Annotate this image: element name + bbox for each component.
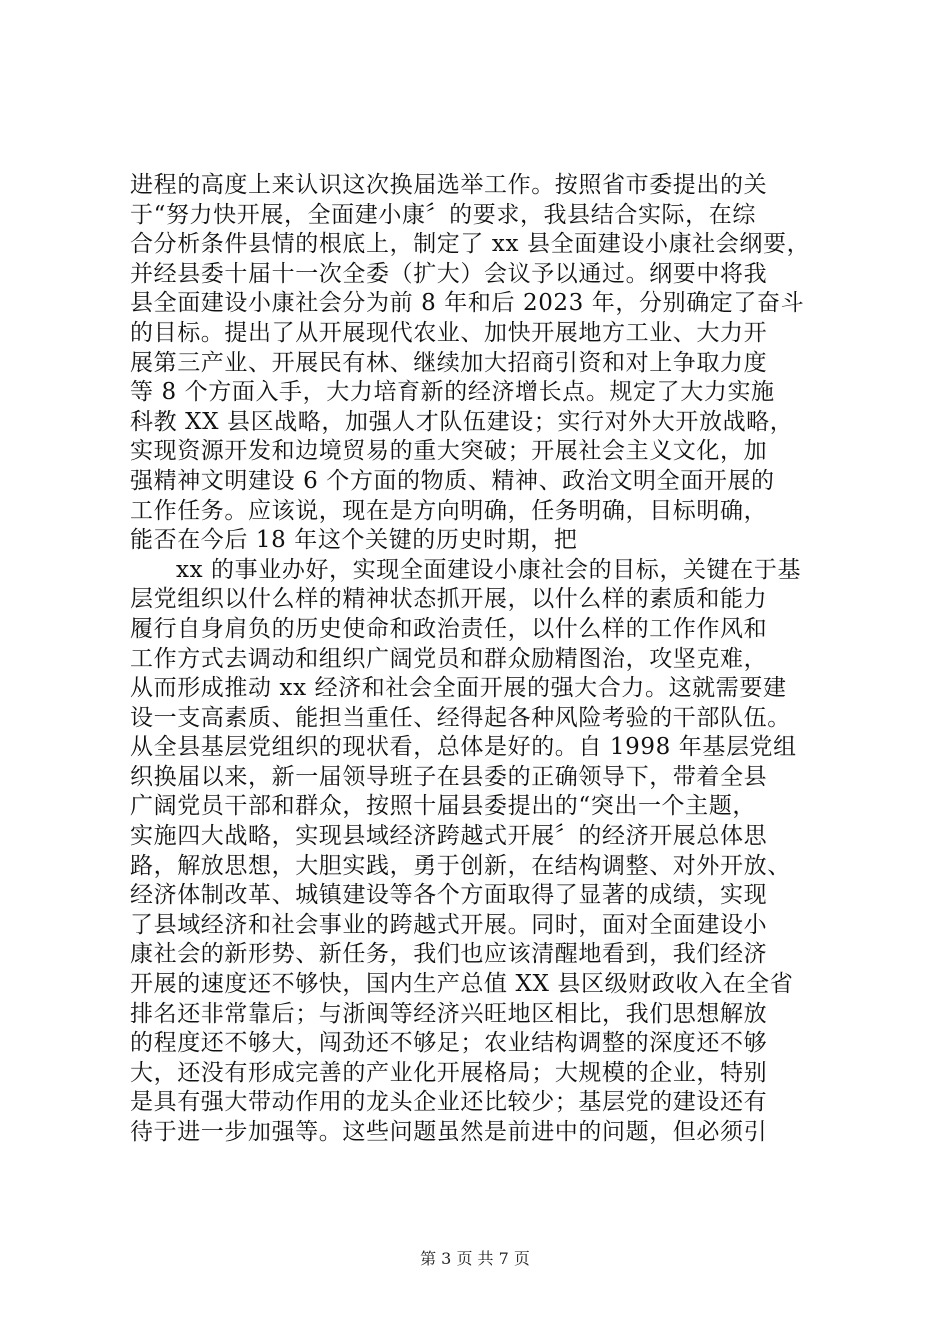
body-text-line: 能否在今后 18 年这个关键的历史时期，把 — [130, 527, 578, 554]
body-text-line: 的程度还不够大，闯劲还不够足；农业结构调整的深度还不够 — [130, 1030, 768, 1057]
body-text-line: 工作任务。应该说，现在是方向明确，任务明确，目标明确， — [130, 497, 768, 524]
body-text-line: 等 8 个方面入手，大力培育新的经济增长点。规定了大力实施 — [130, 379, 775, 406]
body-text-line: 展第三产业、开展民有林、继续加大招商引资和对上争取力度 — [130, 349, 768, 376]
body-text-line: 实现资源开发和边境贸易的重大突破；开展社会主义文化，加 — [130, 438, 768, 465]
body-text-line: 于“努力快开展，全面建小康〞的要求，我县结合实际，在综 — [130, 201, 756, 228]
body-text-line: 大，还没有形成完善的产业化开展格局；大规模的企业，特别 — [130, 1059, 768, 1086]
document-body — [130, 171, 830, 1148]
body-text-line: 待于进一步加强等。这些问题虽然是前进中的问题，但必须引 — [130, 1119, 768, 1145]
body-text-line: 从而形成推动 xx 经济和社会全面开展的强大合力。这就需要建 — [130, 675, 787, 702]
body-text-line: 设一支高素质、能担当重任、经得起各种风险考验的干部队伍。 — [130, 704, 791, 731]
body-text-line: 是具有强大带动作用的龙头企业还比较少；基层党的建设还有 — [130, 1089, 768, 1116]
body-text-line: 从全县基层党组织的现状看，总体是好的。自 1998 年基层党组 — [130, 734, 797, 761]
body-text-line: 实施四大战略，实现县域经济跨越式开展〞的经济开展总体思 — [130, 823, 768, 850]
body-text-line: 康社会的新形势、新任务，我们也应该清醒地看到，我们经济 — [130, 941, 768, 968]
body-text-line: 了县域经济和社会事业的跨越式开展。同时，面对全面建设小 — [130, 911, 768, 938]
body-text-line: 的目标。提出了从开展现代农业、加快开展地方工业、大力开 — [130, 319, 768, 346]
body-text-line: 经济体制改革、城镇建设等各个方面取得了显著的成绩，实现 — [130, 882, 768, 909]
body-text-line: 工作方式去调动和组织广阔党员和群众励精图治，攻坚克难， — [130, 645, 768, 672]
body-text-line: 开展的速度还不够快，国内生产总值 XX 县区级财政收入在全省 — [130, 971, 794, 998]
body-text-line: 层党组织以什么样的精神状态抓开展，以什么样的素质和能力 — [130, 586, 768, 613]
body-text-line: 强精神文明建设 6 个方面的物质、精神、政治文明全面开展的 — [130, 467, 775, 494]
body-text-line: 合分析条件县情的根底上，制定了 xx 县全面建设小康社会纲要， — [130, 231, 811, 258]
body-text-line: 广阔党员干部和群众，按照十届县委提出的“突出一个主题， — [130, 793, 756, 820]
body-text-line: 履行自身肩负的历史使命和政治责任，以什么样的工作作风和 — [130, 615, 768, 642]
body-text-line: 进程的高度上来认识这次换届选举工作。按照省市委提出的关 — [130, 172, 768, 198]
body-text-line: 路，解放思想，大胆实践，勇于创新，在结构调整、对外开放、 — [130, 852, 791, 879]
body-text-line: 并经县委十届十一次全委（扩大）会议予以通过。纲要中将我 — [130, 260, 768, 287]
paragraph-start-line: xx 的事业办好，实现全面建设小康社会的目标，关键在于基 — [176, 556, 802, 583]
body-text-line: 排名还非常靠后；与浙闽等经济兴旺地区相比，我们思想解放 — [130, 1000, 768, 1027]
page-number-footer: 第 3 页 共 7 页 — [420, 1249, 530, 1268]
body-text-line: 织换届以来，新一届领导班子在县委的正确领导下，带着全县 — [130, 763, 768, 790]
body-text-line: 县全面建设小康社会分为前 8 年和后 2023 年，分别确定了奋斗 — [130, 290, 805, 317]
body-text-line: 科教 XX 县区战略，加强人才队伍建设；实行对外大开放战略， — [130, 408, 794, 435]
